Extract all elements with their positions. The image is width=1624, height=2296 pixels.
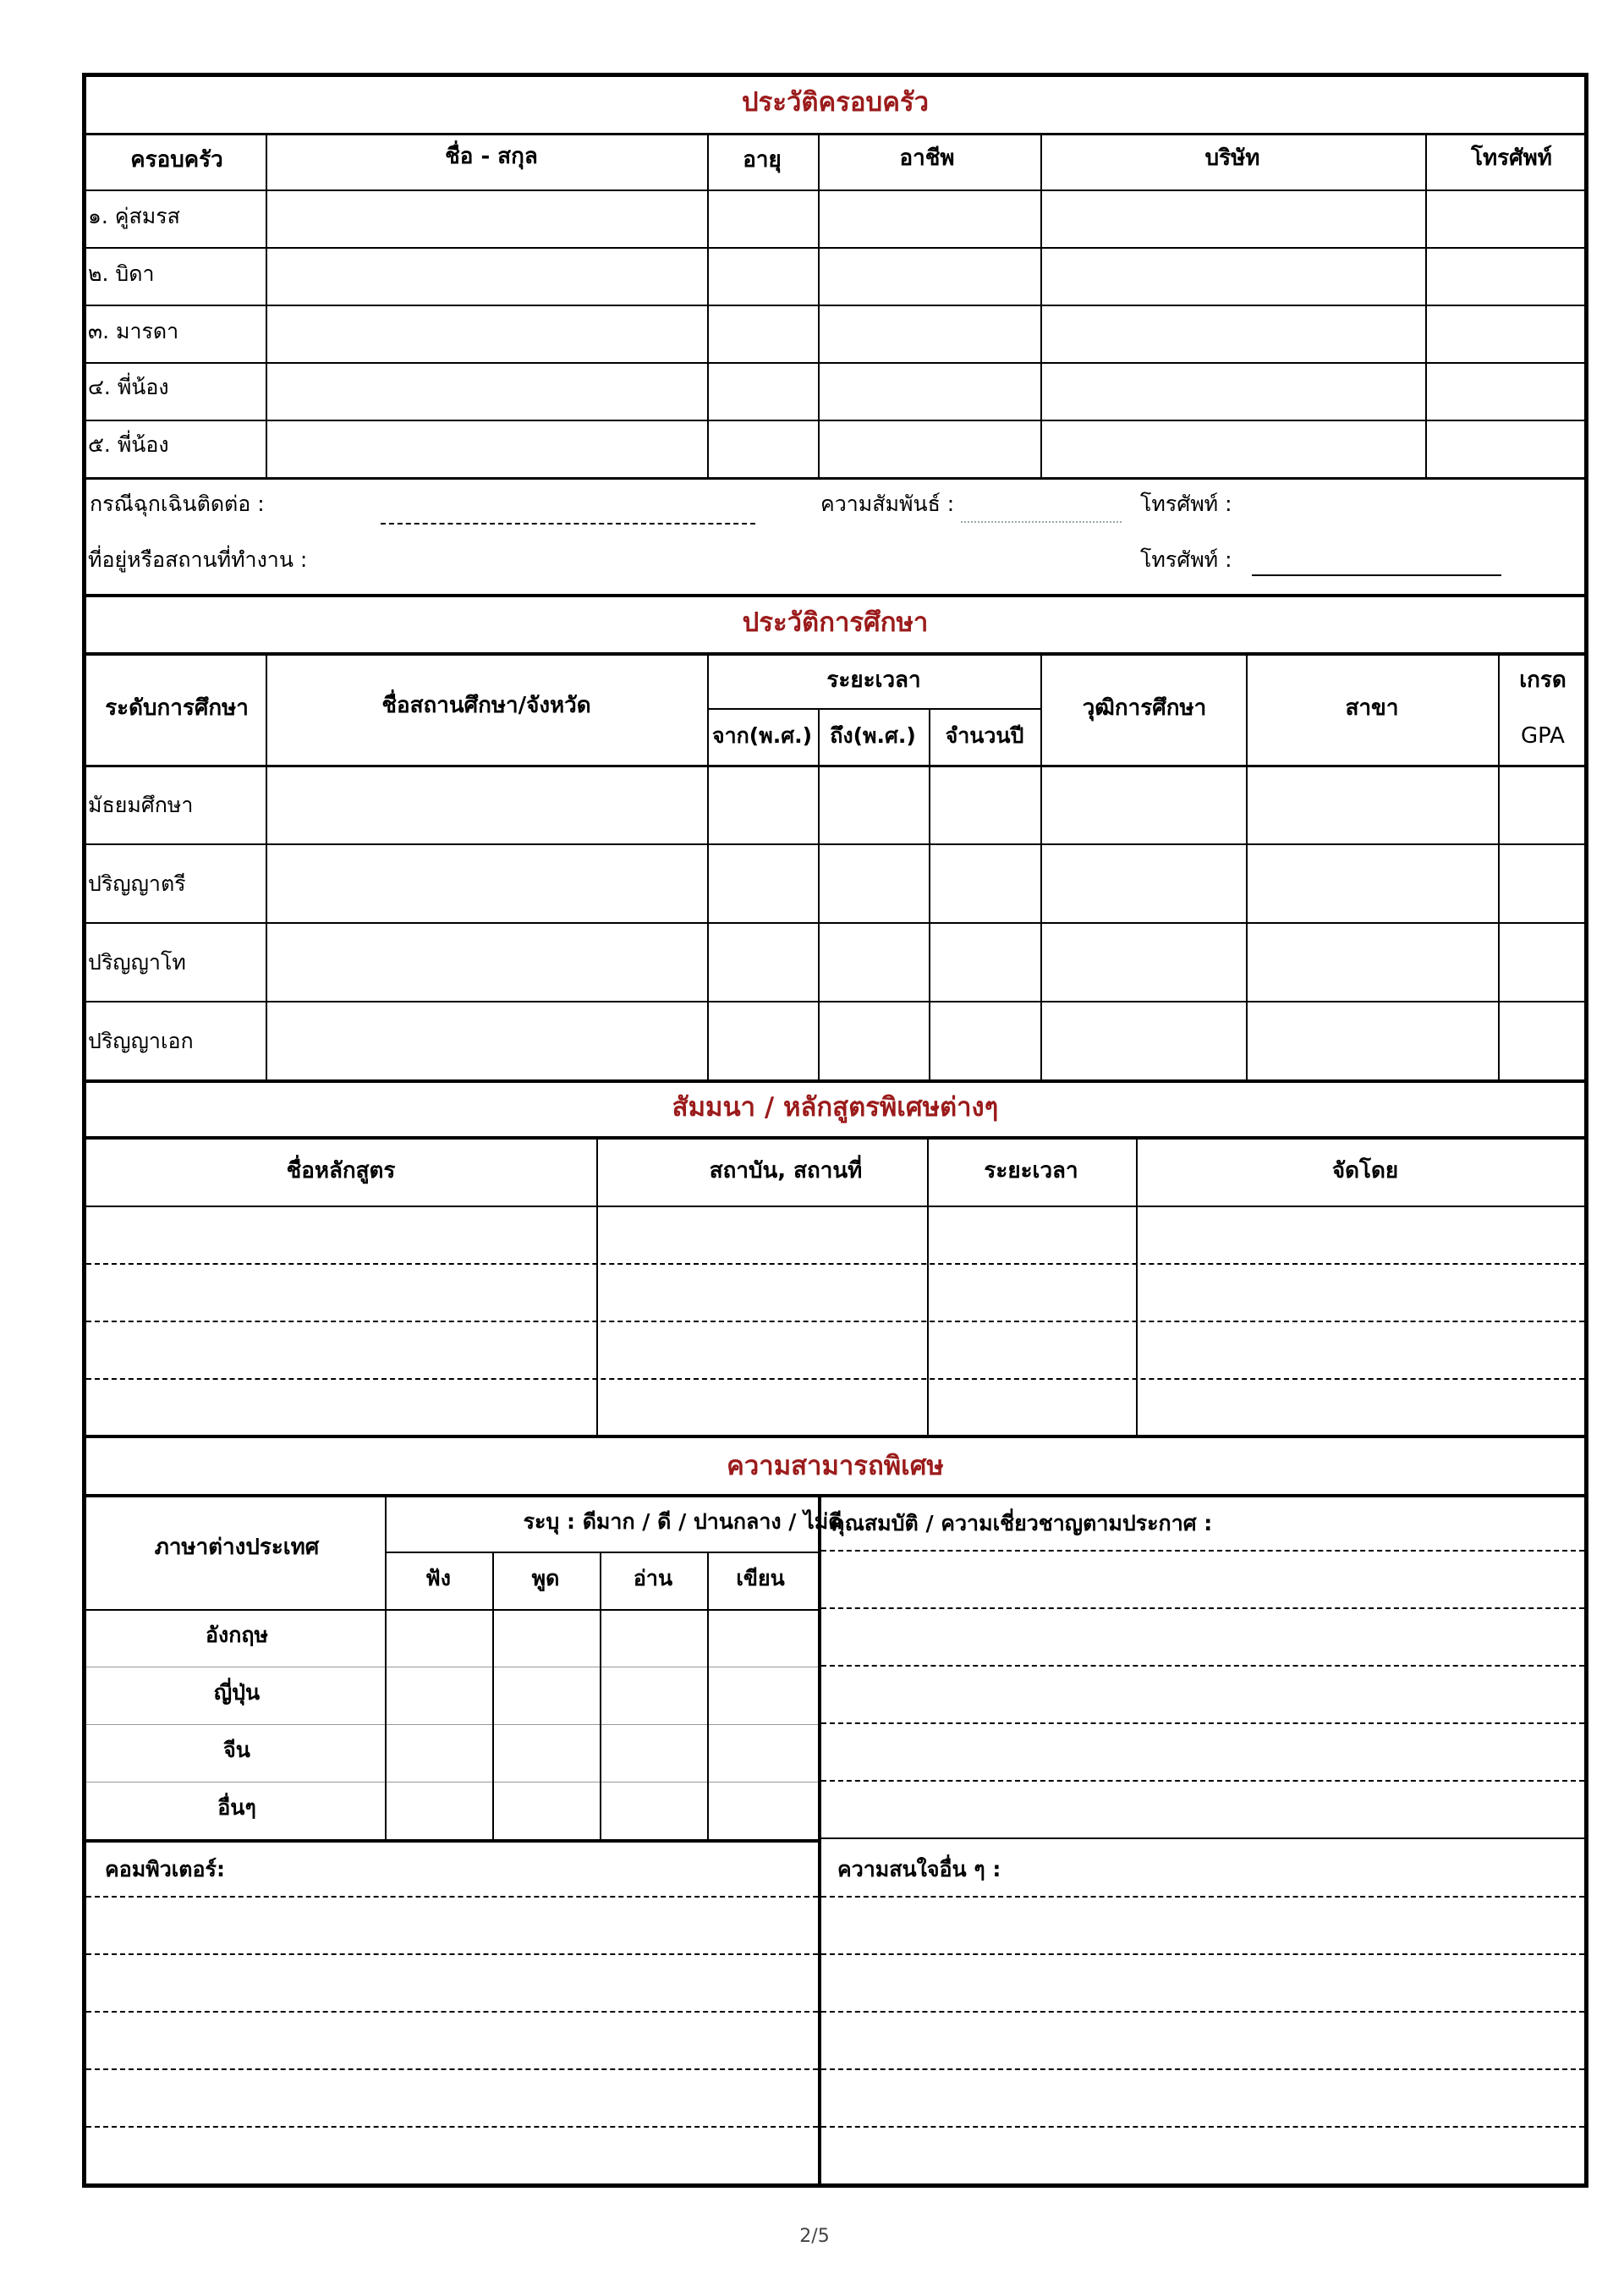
edu-col-years: จำนวนปี [945,723,1024,748]
qualification-line [821,1665,1584,1667]
family-col-name: ชื่อ - สกุล [445,144,538,169]
divider [86,247,1584,249]
divider [1246,652,1248,1079]
edu-col-grade: เกรด [1519,667,1566,693]
page-number: 2/5 [799,2226,830,2247]
family-row-mother: ๓. มารดา [88,319,179,343]
rating-col-write: เขียน [736,1566,785,1590]
divider [86,922,1584,924]
interests-line [821,1896,1584,1898]
computer-line [86,1896,818,1898]
qualification-line [821,1780,1584,1782]
seminar-col-course: ชื่อหลักสูตร [286,1158,396,1184]
family-row-father: ๒. บิดา [88,261,155,286]
divider [1425,133,1427,477]
divider [86,594,1584,597]
divider [86,652,1584,656]
divider [86,843,1584,845]
edu-col-level: ระดับการศึกษา [105,695,249,721]
edu-row-secondary: มัธยมศึกษา [88,793,194,817]
address-phone-label: โทรศัพท์ : [1140,547,1232,572]
family-col-age: อายุ [743,147,782,173]
emergency-phone-label: โทรศัพท์ : [1140,492,1232,516]
seminar-col-organizer: จัดโดย [1331,1158,1399,1184]
seminar-row-line [86,1263,1584,1265]
emergency-contact-label: กรณีฉุกเฉินติดต่อ : [90,492,265,516]
language-japanese: ญี่ปุ่น [213,1680,261,1705]
family-row-sibling-1: ๔. พี่น้อง [88,375,169,399]
language-other: อื่นๆ [217,1795,256,1820]
rating-col-speak: พูด [531,1566,560,1590]
computer-line [86,2068,818,2070]
divider [86,190,1584,191]
rating-col-listen: ฟัง [425,1566,451,1590]
seminar-col-duration: ระยะเวลา [984,1158,1078,1184]
divider [86,1079,1584,1083]
divider [1498,652,1500,1079]
education-section-title: ประวัติการศึกษา [742,607,929,638]
divider [1136,1136,1138,1435]
divider [86,420,1584,421]
qualification-label: คุณสมบัติ / ความเชี่ยวชาญตามประกาศ : [831,1511,1213,1535]
divider [707,1552,709,1839]
family-row-sibling-2: ๕. พี่น้อง [88,432,169,457]
language-header: ภาษาต่างประเทศ [154,1535,320,1560]
divider [86,362,1584,364]
divider [266,133,267,477]
divider [929,708,930,1079]
relationship-line [961,521,1122,523]
computer-line [86,2011,818,2013]
qualification-line [821,1722,1584,1724]
edu-row-doctorate: ปริญญาเอก [88,1029,194,1053]
seminar-row-line [86,1378,1584,1380]
family-col-phone: โทรศัพท์ [1471,146,1552,171]
divider [86,1136,1584,1140]
divider [1040,133,1042,477]
divider [818,708,820,1079]
seminar-row-line [86,1321,1584,1322]
interests-line [821,1953,1584,1955]
seminar-col-institute: สถาบัน, สถานที่ [709,1158,863,1184]
divider [707,708,1040,710]
divider [492,1552,494,1839]
language-english: อังกฤษ [206,1623,268,1647]
computer-line [86,2126,818,2128]
language-chinese: จีน [223,1738,250,1762]
qualification-line [821,1550,1584,1552]
application-form-page [82,73,1588,2188]
divider [821,1837,1584,1839]
divider [86,133,1584,135]
family-col-company: บริษัท [1204,146,1260,171]
edu-col-major: สาขา [1345,695,1399,721]
divider [600,1552,601,1839]
divider [266,652,267,1079]
rating-col-read: อ่าน [633,1566,673,1590]
skills-section-title: ความสามารถพิเศษ [727,1451,944,1481]
edu-col-to: ถึง(พ.ศ.) [830,723,916,748]
interests-line [821,2011,1584,2013]
family-row-spouse: ๑. คู่สมรส [88,204,180,228]
divider [86,1839,818,1843]
family-section-title: ประวัติครอบครัว [742,87,929,118]
seminar-section-title: สัมมนา / หลักสูตรพิเศษต่างๆ [672,1092,999,1123]
divider [596,1136,598,1435]
computer-line [86,1953,818,1955]
relationship-label: ความสัมพันธ์ : [820,492,955,516]
computer-label: คอมพิวเตอร์: [105,1857,225,1881]
family-col-occupation: อาชีพ [899,146,955,171]
qualification-line [821,1607,1584,1609]
divider [86,1435,1584,1438]
divider [86,1494,1584,1497]
divider [707,133,709,477]
divider [818,133,820,477]
divider [86,477,1584,480]
interests-label: ความสนใจอื่น ๆ : [837,1857,1001,1881]
edu-col-from: จาก(พ.ศ.) [711,723,813,748]
divider [86,1206,1584,1207]
divider [385,1552,818,1553]
edu-col-degree: วุฒิการศึกษา [1082,695,1207,721]
divider [86,1001,1584,1002]
edu-col-gpa: GPA [1521,723,1565,749]
edu-col-institution: ชื่อสถานศึกษา/จังหวัด [381,693,591,718]
family-col-relation: ครอบครัว [130,147,223,173]
interests-line [821,2126,1584,2128]
edu-row-master: ปริญญาโท [88,950,186,975]
divider [1040,652,1042,1079]
address-label: ที่อยู่หรือสถานที่ทำงาน : [88,547,308,572]
divider [86,765,1584,767]
divider [86,305,1584,306]
language-rating-header: ระบุ : ดีมาก / ดี / ปานกลาง / ไม่ดี [523,1509,842,1534]
divider [707,652,709,1079]
divider [385,1494,387,1839]
interests-line [821,2068,1584,2070]
edu-row-bachelor: ปริญญาตรี [88,871,186,896]
edu-col-period: ระยะเวลา [826,667,921,693]
emergency-contact-line [381,523,755,525]
address-phone-line [1252,574,1501,576]
divider [927,1136,929,1435]
